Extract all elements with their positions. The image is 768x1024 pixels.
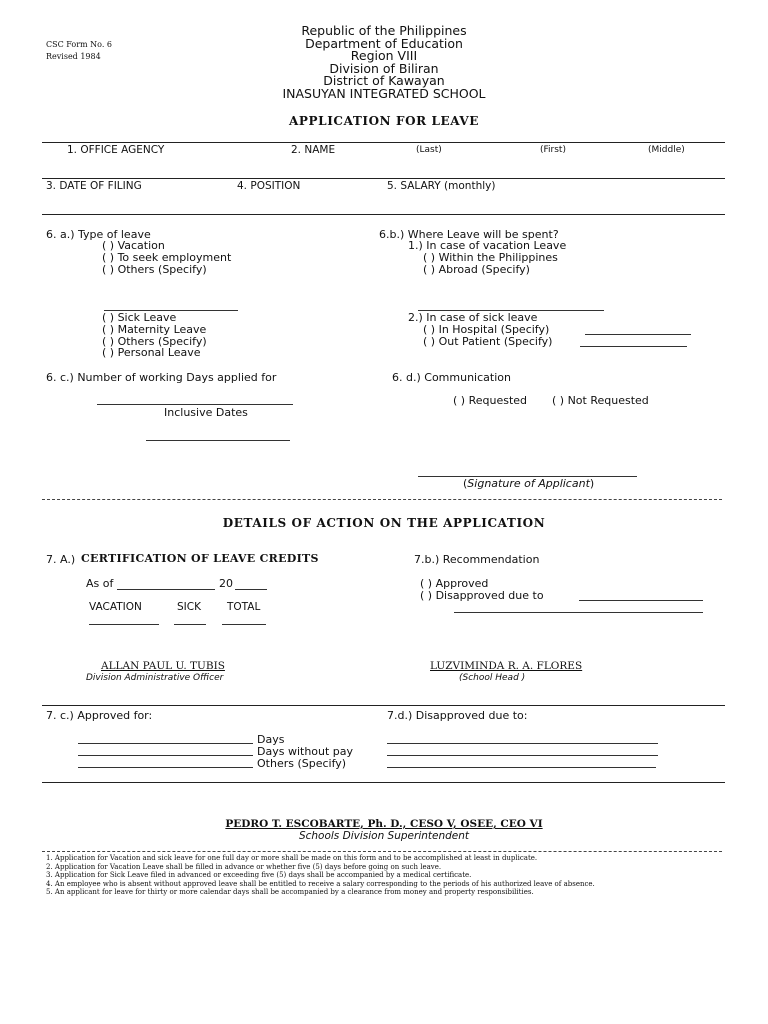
sick-leave-option[interactable]: ( ) Sick Leave	[102, 311, 177, 324]
inclusive-dates-blank[interactable]	[146, 440, 290, 441]
position-label: 4. POSITION	[237, 180, 301, 192]
disapproved-due-blank-1[interactable]	[387, 743, 658, 744]
outpatient-option[interactable]: ( ) Out Patient (Specify)	[423, 335, 553, 348]
as-of-label: As of	[86, 577, 114, 590]
notes-divider	[42, 851, 722, 852]
cert-leave-credits-prefix: 7. A.)	[46, 553, 76, 566]
personal-leave-option[interactable]: ( ) Personal Leave	[102, 346, 201, 359]
applicant-signature-label: (Signature of Applicant)	[463, 477, 595, 490]
seek-employment-option[interactable]: ( ) To seek employment	[102, 251, 232, 264]
header-school: INASUYAN INTEGRATED SCHOOL	[282, 86, 486, 101]
applicant-signature-text: Signature of Applicant	[467, 477, 590, 490]
approved-for-label: 7. c.) Approved for:	[46, 709, 153, 722]
divider-row2	[42, 214, 725, 215]
days-without-pay-label: Days without pay	[257, 745, 354, 758]
disapproved-reason-blank-2[interactable]	[454, 612, 703, 613]
signatory-2-name: LUZVIMINDA R. A. FLORES	[430, 660, 583, 672]
office-agency-label: 1. OFFICE AGENCY	[67, 144, 165, 156]
working-days-blank[interactable]	[97, 404, 293, 405]
superintendent-name: PEDRO T. ESCOBARTE, Ph. D., CESO V, OSEE, CEO VI	[225, 818, 543, 830]
others-approved-blank[interactable]	[78, 767, 253, 768]
year-prefix-label: 20	[219, 577, 233, 590]
section-divider	[42, 499, 722, 500]
year-blank[interactable]	[235, 589, 267, 590]
divider-top	[42, 142, 725, 143]
details-title: DETAILS OF ACTION ON THE APPLICATION	[222, 516, 546, 530]
cert-leave-credits-label: CERTIFICATION OF LEAVE CREDITS	[81, 552, 319, 565]
days-without-pay-blank[interactable]	[78, 755, 253, 756]
total-credit-label: TOTAL	[227, 601, 261, 613]
communication-requested-option[interactable]: ( ) Requested	[453, 394, 528, 407]
where-leave-label: 6.b.) Where Leave will be spent?	[379, 228, 559, 241]
salary-label: 5. SALARY (monthly)	[387, 180, 496, 192]
vacation-credit-blank[interactable]	[89, 624, 159, 625]
header-department: Department of Education	[305, 36, 463, 51]
recommend-approved-option[interactable]: ( ) Approved	[420, 577, 489, 590]
days-with-pay-label: Days	[257, 733, 285, 746]
type-of-leave-label: 6. a.) Type of leave	[46, 228, 151, 241]
disapproved-due-blank-2[interactable]	[387, 755, 658, 756]
divider-8	[42, 782, 725, 783]
signatory-1-title: Division Administrative Officer	[86, 673, 224, 683]
inclusive-dates-label: Inclusive Dates	[164, 406, 248, 419]
working-days-label: 6. c.) Number of working Days applied for	[46, 371, 277, 384]
header-region: Region VIII	[350, 48, 418, 63]
maternity-leave-option[interactable]: ( ) Maternity Leave	[102, 323, 207, 336]
header-district: District of Kawayan	[323, 73, 445, 88]
total-credit-blank[interactable]	[222, 624, 266, 625]
header-division: Division of Biliran	[329, 61, 439, 76]
name-label: 2. NAME	[291, 144, 336, 156]
communication-not-requested-option[interactable]: ( ) Not Requested	[552, 394, 649, 407]
vacation-credit-label: VACATION	[89, 601, 142, 613]
others-vacation-option[interactable]: ( ) Others (Specify)	[102, 263, 207, 276]
recommend-disapproved-option[interactable]: ( ) Disapproved due to	[420, 589, 544, 602]
abroad-option[interactable]: ( ) Abroad (Specify)	[423, 263, 530, 276]
outpatient-specify-blank[interactable]	[580, 346, 687, 347]
divider-row1	[42, 178, 725, 179]
note-3: 3. Application for Sick Leave filed in advanced or exceeding five (5) days shall be accompanied by a medical certificate.	[46, 871, 472, 879]
note-5: 5. An applicant for leave for thirty or more calendar days shall be accompanied by a clearance from money and property responsibilities.	[46, 888, 534, 896]
signatory-1-name: ALLAN PAUL U. TUBIS	[101, 660, 225, 672]
as-of-blank[interactable]	[117, 589, 215, 590]
name-middle-label: (Middle)	[648, 145, 685, 155]
divider-7	[42, 705, 725, 706]
form-revised: Revised 1984	[46, 52, 101, 61]
note-1: 1. Application for Vacation and sick leave for one full day or more shall be made on this form and to be accomplished at least in duplicate.	[46, 854, 538, 862]
name-first-label: (First)	[540, 145, 566, 155]
disapproved-due-blank-3[interactable]	[387, 767, 656, 768]
others-sick-option[interactable]: ( ) Others (Specify)	[102, 335, 207, 348]
superintendent-title: Schools Division Superintendent	[298, 830, 470, 842]
form-code: CSC Form No. 6	[46, 40, 112, 49]
page-title: APPLICATION FOR LEAVE	[289, 114, 479, 128]
name-last-label: (Last)	[416, 145, 442, 155]
disapproved-due-label: 7.d.) Disapproved due to:	[387, 709, 528, 722]
signatory-2-title: (School Head )	[459, 673, 526, 683]
within-philippines-option[interactable]: ( ) Within the Philippines	[423, 251, 558, 264]
note-4: 4. An employee who is absent without approved leave shall be entitled to receive a salary corresponding to the periods of his authorized leave of absence.	[46, 880, 595, 888]
disapproved-reason-blank-1[interactable]	[579, 600, 703, 601]
vacation-option[interactable]: ( ) Vacation	[102, 239, 165, 252]
vacation-case-label: 1.) In case of vacation Leave	[408, 239, 567, 252]
sick-credit-label: SICK	[177, 601, 201, 613]
note-2: 2. Application for Vacation Leave shall be filled in advance or whether five (5) days before going on such leave.	[46, 863, 442, 871]
hospital-specify-blank[interactable]	[585, 334, 691, 335]
communication-label: 6. d.) Communication	[392, 371, 511, 384]
sick-case-label: 2.) In case of sick leave	[408, 311, 538, 324]
hospital-option[interactable]: ( ) In Hospital (Specify)	[423, 323, 550, 336]
days-with-pay-blank[interactable]	[78, 743, 253, 744]
date-of-filing-label: 3. DATE OF FILING	[46, 180, 142, 192]
others-approved-label: Others (Specify)	[257, 757, 347, 770]
header-republic: Republic of the Philippines	[301, 23, 467, 38]
sick-credit-blank[interactable]	[174, 624, 206, 625]
recommendation-label: 7.b.) Recommendation	[414, 553, 540, 566]
